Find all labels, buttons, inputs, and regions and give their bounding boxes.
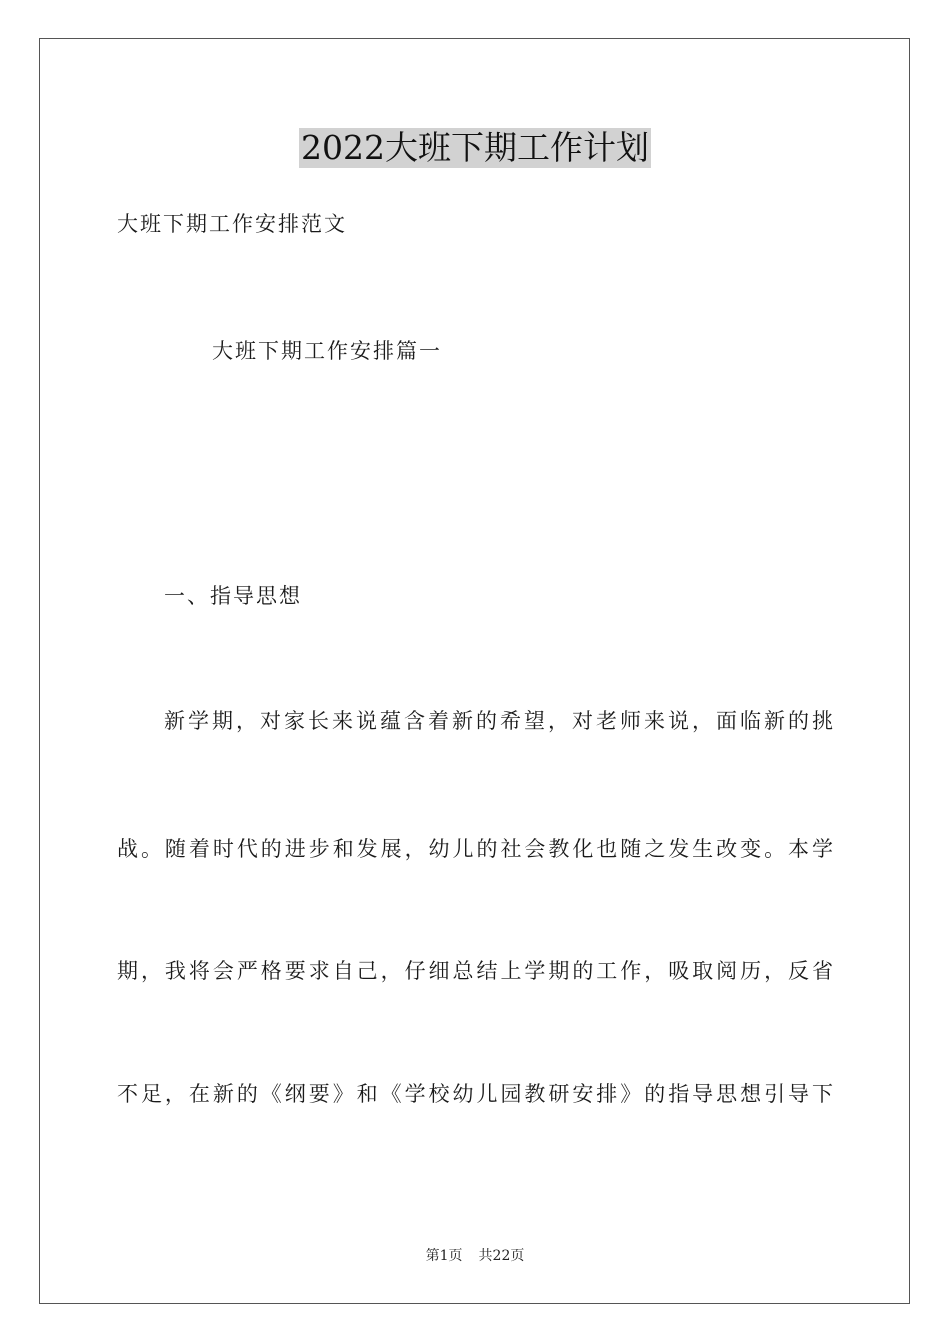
section-heading: 大班下期工作安排篇一 <box>212 339 442 363</box>
paragraph-line: 新学期，对家长来说蕴含着新的希望，对老师来说，面临新的挑 <box>164 709 833 733</box>
page-footer <box>0 1246 950 1266</box>
document-subtitle: 大班下期工作安排范文 <box>117 212 347 236</box>
page-number-total: 共22页 <box>478 1248 525 1264</box>
document-title: 2022大班下期工作计划 <box>301 128 649 167</box>
paragraph-line: 期，我将会严格要求自己，仔细总结上学期的工作，吸取阅历，反省 <box>117 959 833 983</box>
page-number-current: 第1页 <box>425 1248 463 1264</box>
paragraph-line: 不足，在新的《纲要》和《学校幼儿园教研安排》的指导思想引导下 <box>117 1082 833 1106</box>
guide-heading: 一、指导思想 <box>164 584 302 608</box>
title-container <box>0 128 950 168</box>
paragraph-line: 战。随着时代的进步和发展，幼儿的社会教化也随之发生改变。本学 <box>117 837 833 861</box>
